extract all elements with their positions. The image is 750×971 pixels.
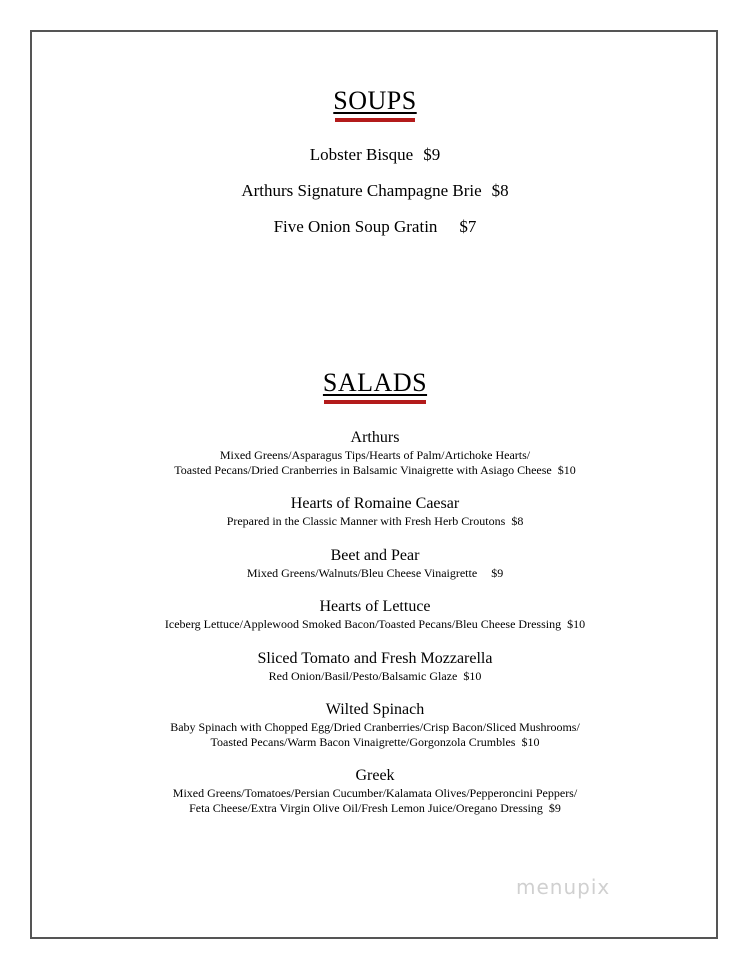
salad-description: Mixed Greens/Asparagus Tips/Hearts of Palm/Artichoke Hearts/ Toasted Pecans/Dried Cranberries in Balsamic Vinaigrette with Asiago Cheese $10 [174,448,576,477]
soups-underline-bar [335,118,415,122]
salad-name: Hearts of Lettuce [319,598,431,615]
salad-item [0,766,750,815]
salad-item [0,597,750,632]
watermark-logo: menupix [516,875,611,899]
soups-title: SOUPS [333,86,417,115]
salad-item [0,700,750,749]
salad-name: Arthurs [350,429,400,446]
salad-item [0,546,750,581]
salad-description: Mixed Greens/Walnuts/Bleu Cheese Vinaigrette $9 [246,565,504,580]
salad-description: Iceberg Lettuce/Applewood Smoked Bacon/Toasted Pecans/Bleu Cheese Dressing $10 [164,617,586,631]
salad-name: Sliced Tomato and Fresh Mozzarella [257,649,493,667]
salad-description: Red Onion/Basil/Pesto/Balsamic Glaze $10 [268,668,482,683]
salads-underline-bar [324,400,426,404]
salad-name: Greek [355,767,395,784]
salad-description: Prepared in the Classic Manner with Fresh Herb Croutons $8 [226,514,524,528]
salad-item [0,649,750,684]
salad-description: Mixed Greens/Tomatoes/Persian Cucumber/Kalamata Olives/Pepperoncini Peppers/ Feta Cheese/Extra Virgin Olive Oil/Fresh Lemon Juice/Oregano Dressing $9 [172,786,578,815]
salad-description: Baby Spinach with Chopped Egg/Dried Cranberries/Crisp Bacon/Sliced Mushrooms/ Toasted Pecans/Warm Bacon Vinaigrette/Gorgonzola Crumbles $10 [170,720,580,749]
salad-item [0,494,750,529]
salad-name: Hearts of Romaine Caesar [290,495,460,512]
soup-item: Arthurs Signature Champagne Brie $8 [241,181,509,200]
soup-item: Lobster Bisque $9 [309,145,441,164]
soups-list [0,143,750,251]
salads-list [0,428,750,832]
salad-name: Wilted Spinach [325,701,425,718]
salad-item [0,428,750,477]
salad-name: Beet and Pear [330,546,420,564]
soup-item: Five Onion Soup Gratin $7 [273,217,477,236]
salads-title: SALADS [322,368,428,397]
soups-heading [0,86,750,122]
salads-heading [0,368,750,404]
